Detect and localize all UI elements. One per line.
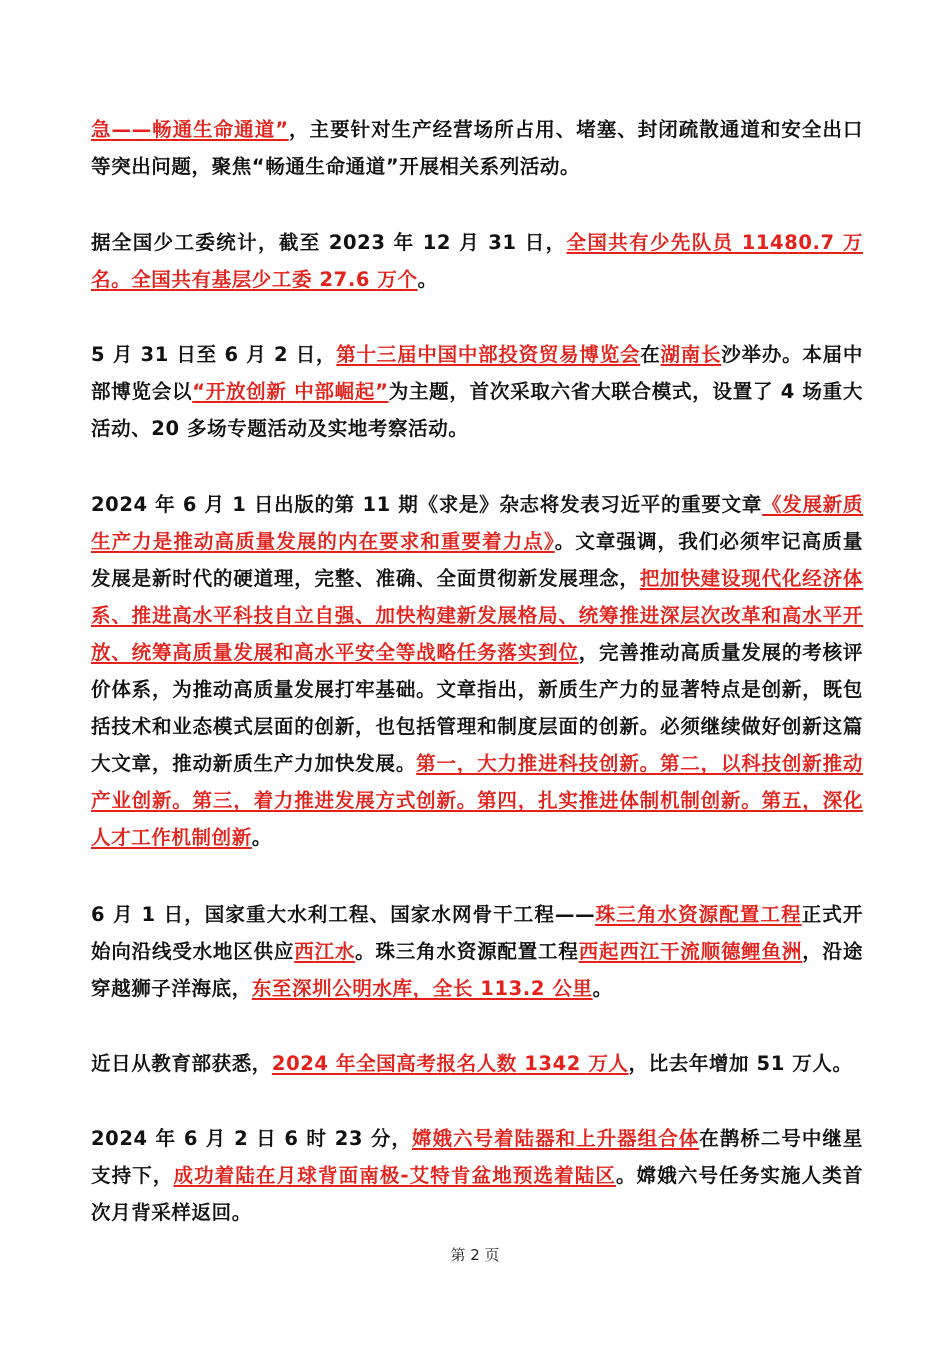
body-text: 在鹊桥二号中继星支持下， [91,1127,863,1187]
body-text: 。珠三角水资源配置工程 [355,940,579,963]
body-text: 据全国少工委统计，截至 2023 年 12 月 31 日， [91,231,567,254]
highlighted-text: “开放创新 中部崛起” [192,380,389,403]
body-text: 2024 年 6 月 2 日 6 时 23 分， [91,1127,412,1150]
paragraph-water-project [91,896,863,1007]
body-text: 。嫦娥六号任务实施人类首次月背采样返回。 [91,1164,864,1224]
body-text: 沙举办。本届中部博览会以 [91,343,863,403]
body-text: 6 月 1 日，国家重大水利工程、国家水网骨干工程—— [91,903,596,926]
highlighted-text: 嫦娥六号着陆器和上升器组合体 [411,1127,700,1150]
body-text: 近日从教育部获悉， [91,1052,272,1075]
highlighted-text: 珠三角水资源配置工程 [595,903,802,926]
paragraph-fire-safety [91,111,863,185]
body-text: 。文章强调，我们必须牢记高质量发展是新时代的硬道理，完整、准确、全面贯彻新发展理念， [91,530,863,590]
body-text: ，主要针对生产经营场所占用、堵塞、封闭疏散通道和安全出口等突出问题，聚焦“畅通生命通道”开展相关系列活动。 [91,118,863,178]
highlighted-text: 全国共有少先队员 11480.7 万名。全国共有基层少工委 27.6 万个 [91,231,863,291]
paragraph-young-pioneers [91,224,863,298]
highlighted-text: 西江水 [294,940,356,963]
body-text: 正式开始向沿线受水地区供应 [91,903,863,963]
body-text: 。 [592,977,613,1000]
highlighted-text: 东至深圳公明水库，全长 113.2 公里 [251,977,593,1000]
highlighted-text: 西起西江干流顺德鲤鱼洲 [578,940,803,963]
page-number: 第 2 页 [450,1246,500,1264]
body-text: 5 月 31 日至 6 月 2 日， [91,343,337,366]
paragraph-change6 [91,1120,863,1231]
body-text: 2024 年 6 月 1 日出版的第 11 期《求是》杂志将发表习近平的重要文章 [91,493,763,516]
body-text: ，比去年增加 51 万人。 [628,1052,853,1075]
highlighted-text: 第一，大力推进科技创新。第二，以科技创新推动产业创新。第三，着力推进发展方式创新。第四，扎实推进体制机制创新。第五，深化人才工作机制创新 [91,752,863,849]
highlighted-text: 成功着陆在月球背面南极-艾特肯盆地预选着陆区 [173,1164,616,1187]
paragraph-qiushi-article [91,486,863,856]
highlighted-text: 《发展新质生产力是推动高质量发展的内在要求和重要着力点》 [91,493,863,553]
highlighted-text: 2024 年全国高考报名人数 1342 万人 [271,1052,629,1075]
highlighted-text: 湖南长 [660,343,722,366]
body-text: 。 [251,826,272,849]
highlighted-text: 第十三届中国中部投资贸易博览会 [336,343,641,366]
body-text: 为主题，首次采取六省大联合模式，设置了 4 场重大活动、20 多场专题活动及实地考察活动。 [91,380,863,440]
body-text: 在 [640,343,661,366]
paragraph-central-expo [91,336,863,447]
paragraph-gaokao [91,1045,863,1082]
body-text: ，沿途穿越狮子洋海底， [91,940,863,1000]
body-text: 。 [417,268,438,291]
highlighted-text: 急——畅通生命通道” [91,118,289,141]
body-text: ，完善推动高质量发展的考核评价体系，为推动高质量发展打牢基础。文章指出，新质生产力的显著特点是创新，既包括技术和业态模式层面的创新，也包括管理和制度层面的创新。必须继续做好创新这篇大文章，推动新质生产力加快发展。 [91,641,863,775]
highlighted-text: 把加快建设现代化经济体系、推进高水平科技自立自强、加快构建新发展格局、统筹推进深层次改革和高水平开放、统筹高质量发展和高水平安全等战略任务落实到位 [91,567,864,664]
